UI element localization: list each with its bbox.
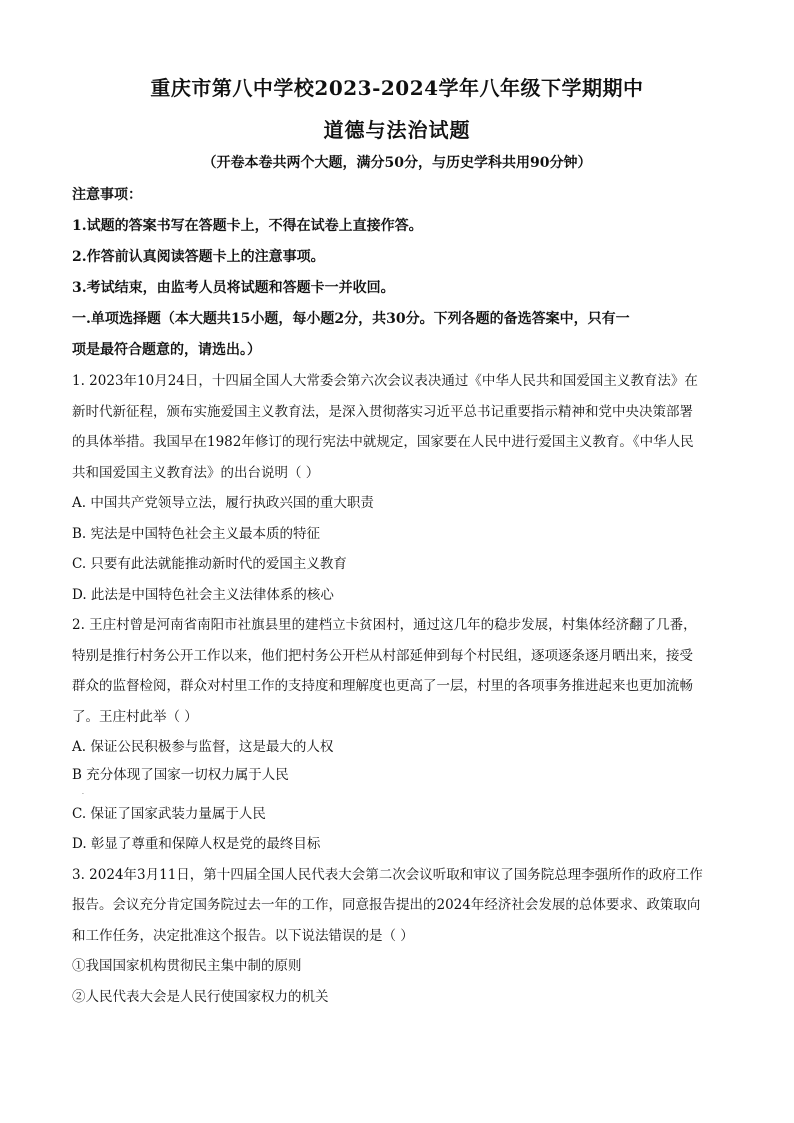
- question-line: 新时代新征程，颁布实施爱国主义教育法，是深入贯彻落实习近平总书记重要指示精神和党中央决策部署: [72, 403, 693, 420]
- exam-subtitle: （开卷本卷共两个大题，满分50分，与历史学科共用90分钟）: [202, 155, 592, 171]
- exam-content: [72, 180, 724, 1012]
- question-line: 和工作任务，决定批准这个报告。以下说法错误的是（ ）: [72, 927, 414, 944]
- question-line: 共和国爱国主义教育法》的出台说明（ ）: [72, 464, 320, 481]
- question-line: 特别是推行村务公开工作以来，他们把村务公开栏从村部延伸到每个村民组，逐项逐条逐月晒出来，接受: [72, 647, 693, 664]
- question-3: [72, 860, 724, 1013]
- option-d: D. 此法是中国特色社会主义法律体系的核心: [72, 586, 334, 603]
- question-1: [72, 366, 724, 610]
- exam-title: 重庆市第八中学校2023-2024学年八年级下学期期中: [150, 76, 644, 100]
- option-d: D. 彰显了尊重和保障人权是党的最终目标: [72, 836, 321, 852]
- notice-section: [72, 180, 724, 304]
- option-c: C. 保证了国家武装力量属于人民: [72, 805, 266, 822]
- statement-1: ①我国国家机构贯彻民主集中制的原则: [72, 958, 302, 974]
- question-line: 的具体举措。我国早在1982年修订的现行宪法中就规定，国家要在人民中进行爱国主义教育。《中华人民: [72, 434, 694, 450]
- question-line: 1. 2023年10月24日，十四届全国人大常委会第六次会议表决通过《中华人民共和国爱国主义教育法》在: [72, 373, 698, 389]
- statement-2: ②人民代表大会是人民行使国家权力的机关: [72, 988, 329, 1005]
- question-line: 2. 王庄村曾是河南省南阳市社旗县里的建档立卡贫困村，通过这几年的稳步发展，村集体经济翻了几番，: [72, 617, 697, 633]
- option-a: A. 保证公民积极参与监督，这是最大的人权: [72, 739, 334, 755]
- notice-item: 2.作答前认真阅读答题卡上的注意事项。: [72, 249, 325, 265]
- stray-mark: .: [82, 788, 84, 796]
- question-line: 了。王庄村此举（ ）: [72, 708, 198, 725]
- section1-heading-line: 一.单项选择题（本大题共15小题，每小题2分，共30分。下列各题的备选答案中，只有一: [72, 311, 630, 327]
- notice-item: 3.考试结束，由监考人员将试题和答题卡一并收回。: [72, 280, 395, 296]
- question-line: 3. 2024年3月11日，第十四届全国人民代表大会第二次会议听取和审议了国务院总理李强所作的政府工作: [72, 866, 703, 883]
- option-a: A. 中国共产党领导立法，履行执政兴国的重大职责: [72, 495, 374, 511]
- option-c: C. 只要有此法就能推动新时代的爱国主义教育: [72, 556, 347, 572]
- section1-heading: [72, 304, 724, 366]
- question-1-stem: [72, 366, 724, 488]
- section1-heading-line: 项是最符合题意的，请选出。）: [72, 342, 261, 358]
- option-b: B 充分体现了国家一切权力属于人民: [72, 766, 289, 783]
- notice-heading: 注意事项：: [72, 187, 142, 203]
- question-line: 报告。会议充分肯定国务院过去一年的工作，同意报告提出的2024年经济社会发展的总体要求、政策取向: [72, 897, 701, 913]
- question-3-stem: [72, 860, 724, 952]
- option-b: B. 宪法是中国特色社会主义最本质的特征: [72, 525, 321, 542]
- exam-subject-title: 道德与法治试题: [323, 118, 471, 142]
- question-line: 群众的监督检阅，群众对村里工作的支持度和理解度也更高了一层，村里的各项事务推进起来也更加流畅: [72, 678, 693, 694]
- question-2: [72, 610, 724, 860]
- notice-item: 1.试题的答案书写在答题卡上，不得在试卷上直接作答。: [72, 218, 423, 234]
- question-2-stem: [72, 610, 724, 732]
